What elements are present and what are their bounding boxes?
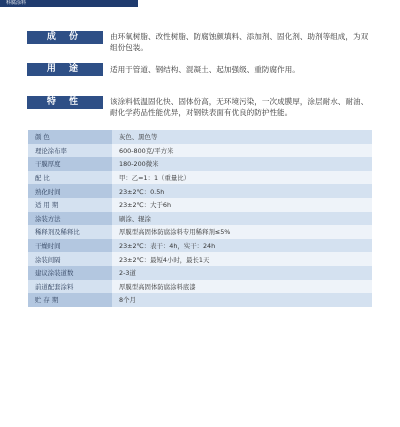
spec-value: 8个月 <box>112 293 372 307</box>
spec-key: 配 比 <box>28 171 112 185</box>
table-row <box>28 252 372 266</box>
spec-value: 灰色、黑色等 <box>112 130 372 144</box>
header-label: 科腐涂料 <box>0 0 138 7</box>
table-row <box>28 266 372 280</box>
spec-key: 干膜厚度 <box>28 157 112 171</box>
spec-value: 厚膜型高固体防腐涂料底漆 <box>112 280 372 294</box>
table-row <box>28 293 372 307</box>
spec-key: 涂装间隔 <box>28 252 112 266</box>
spec-key: 贮 存 期 <box>28 293 112 307</box>
section-title-composition: 成 份 <box>27 31 103 44</box>
spec-value: 刷涂、辊涂 <box>112 212 372 226</box>
spec-value: 600-800克/平方米 <box>112 144 372 158</box>
spec-value: 23±2℃：0.5h <box>112 184 372 198</box>
section-text-features: 该涂料低温固化快、固体份高，无环境污染，一次成膜厚，涂层耐水、耐油、耐化学药品性能优异，对钢铁表面有优良的防护性能。 <box>110 97 369 117</box>
spec-key: 前道配套涂料 <box>28 280 112 294</box>
spec-value: 23±2℃：大于6h <box>112 198 372 212</box>
spec-key: 颜 色 <box>28 130 112 144</box>
spec-key: 干燥时间 <box>28 239 112 253</box>
spec-value: 23±2℃：表干：4h，实干：24h <box>112 239 372 253</box>
table-row <box>28 157 372 171</box>
section-title-features: 特 性 <box>27 96 103 109</box>
table-row <box>28 184 372 198</box>
table-row <box>28 130 372 144</box>
spec-table <box>28 130 372 307</box>
table-row <box>28 225 372 239</box>
table-row <box>28 239 372 253</box>
spec-key: 熟化时间 <box>28 184 112 198</box>
spec-value: 180-200微米 <box>112 157 372 171</box>
table-row <box>28 171 372 185</box>
spec-value: 甲：乙=1：1（重量比） <box>112 171 372 185</box>
spec-value: 厚膜型高固体防腐涂料专用稀释剂≤5% <box>112 225 372 239</box>
spec-value: 2-3道 <box>112 266 372 280</box>
spec-key: 稀释剂及稀释比 <box>28 225 112 239</box>
table-row <box>28 144 372 158</box>
section-text-usage: 适用于管道、钢结构、混凝土、起加强级、重防腐作用。 <box>110 65 300 74</box>
section-title-usage: 用 途 <box>27 63 103 76</box>
table-row <box>28 212 372 226</box>
section-text-composition: 由环氧树脂、改性树脂、防腐蚀颜填料、添加剂、固化剂、助剂等组成，为双组份包装。 <box>110 32 369 52</box>
spec-key: 涂装方法 <box>28 212 112 226</box>
spec-value: 23±2℃：最短4小时，最长1天 <box>112 252 372 266</box>
spec-key: 理论涂布率 <box>28 144 112 158</box>
spec-key: 建议涂装道数 <box>28 266 112 280</box>
spec-key: 适 用 期 <box>28 198 112 212</box>
table-row <box>28 280 372 294</box>
table-row <box>28 198 372 212</box>
